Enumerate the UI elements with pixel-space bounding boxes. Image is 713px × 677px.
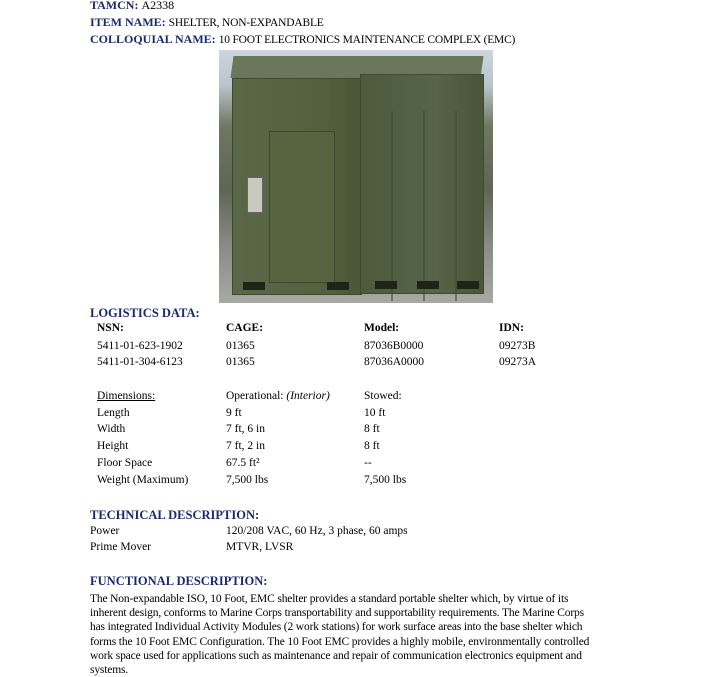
colloquial-name-line — [90, 32, 515, 47]
side-rib — [455, 111, 457, 301]
functional-title: FUNCTIONAL DESCRIPTION: — [90, 574, 268, 588]
dimension-stowed: 7,500 lbs — [364, 474, 407, 486]
dimension-operational: 7,500 lbs — [226, 474, 269, 486]
dimension-stowed: -- — [364, 457, 372, 469]
data-plate — [247, 177, 263, 213]
logistics-cage: 01365 — [226, 340, 255, 352]
dimension-operational: 7 ft, 6 in — [226, 423, 265, 435]
dimension-label: Floor Space — [97, 457, 153, 469]
logistics-title: LOGISTICS DATA: — [90, 306, 200, 320]
colloquial-label: COLLOQUIAL NAME: — [90, 32, 216, 46]
forklift-slot — [327, 282, 349, 290]
dimension-operational: 9 ft — [226, 407, 242, 419]
colloquial-value: 10 FOOT ELECTRONICS MAINTENANCE COMPLEX (EMC) — [218, 34, 516, 46]
logistics-nsn: 5411-01-304-6123 — [97, 356, 183, 368]
technical-value: MTVR, LVSR — [226, 541, 294, 553]
technical-label: Prime Mover — [90, 541, 152, 553]
tamcn-line — [90, 0, 174, 13]
functional-line: work space used for applications such as maintenance and repair of communication electronics equipment and — [90, 649, 582, 662]
operational-label: Operational: — [226, 390, 284, 402]
shelter-side-wall — [360, 74, 484, 294]
dimension-label: Weight (Maximum) — [97, 474, 189, 486]
logistics-nsn: 5411-01-623-1902 — [97, 340, 183, 352]
dimension-operational: 67.5 ft² — [226, 457, 260, 469]
side-rib — [391, 111, 393, 301]
forklift-slot — [243, 282, 265, 290]
dimensions-header: Dimensions: — [97, 390, 156, 402]
forklift-slot — [457, 281, 479, 289]
functional-line: systems. — [90, 664, 129, 677]
dimension-label: Width — [97, 423, 126, 435]
tamcn-value: A2338 — [141, 0, 175, 12]
side-rib — [423, 111, 425, 301]
forklift-slot — [375, 281, 397, 289]
logistics-idn: 09273B — [499, 340, 536, 352]
functional-line: inherent design, conforms to Marine Corps transportability and supportability requirements. The Marine Corps — [90, 607, 584, 620]
col-header-model: Model: — [364, 322, 400, 334]
item-name-label: ITEM NAME: — [90, 15, 166, 29]
functional-description — [90, 592, 618, 677]
functional-line: The Non-expandable ISO, 10 Foot, EMC shelter provides a standard portable shelter which, by virtue of its — [90, 593, 569, 605]
logistics-cage: 01365 — [226, 356, 255, 368]
shelter-door — [269, 131, 335, 283]
technical-label: Power — [90, 525, 120, 537]
operational-header — [226, 390, 330, 402]
col-header-nsn: NSN: — [97, 322, 124, 334]
stowed-header: Stowed: — [364, 390, 402, 402]
logistics-model: 87036B0000 — [364, 340, 424, 352]
col-header-cage: CAGE: — [226, 322, 264, 334]
dimension-label: Height — [97, 440, 129, 452]
technical-title: TECHNICAL DESCRIPTION: — [90, 508, 260, 522]
dimension-label: Length — [97, 407, 130, 419]
dimension-stowed: 8 ft — [364, 423, 380, 435]
functional-line: forms the 10 Foot EMC Configuration. The 10 Foot EMC provides a highly mobile, environmentally controlled — [90, 635, 590, 648]
item-name-value: SHELTER, NON-EXPANDABLE — [168, 17, 324, 29]
item-name-line — [90, 15, 324, 30]
functional-line: has integrated Individual Activity Modules (2 work stations) for work surface areas into the base shelter which — [90, 621, 583, 634]
shelter-front-wall — [232, 78, 362, 295]
dimension-stowed: 10 ft — [364, 407, 386, 419]
technical-value: 120/208 VAC, 60 Hz, 3 phase, 60 amps — [226, 525, 408, 537]
dimension-stowed: 8 ft — [364, 440, 380, 452]
dimension-operational: 7 ft, 2 in — [226, 440, 265, 452]
forklift-slot — [417, 281, 439, 289]
logistics-idn: 09273A — [499, 356, 537, 368]
tamcn-label: TAMCN: — [90, 0, 139, 12]
shelter-photo — [219, 50, 493, 303]
interior-label: (Interior) — [286, 390, 330, 402]
logistics-model: 87036A0000 — [364, 356, 425, 368]
col-header-idn: IDN: — [499, 322, 524, 334]
